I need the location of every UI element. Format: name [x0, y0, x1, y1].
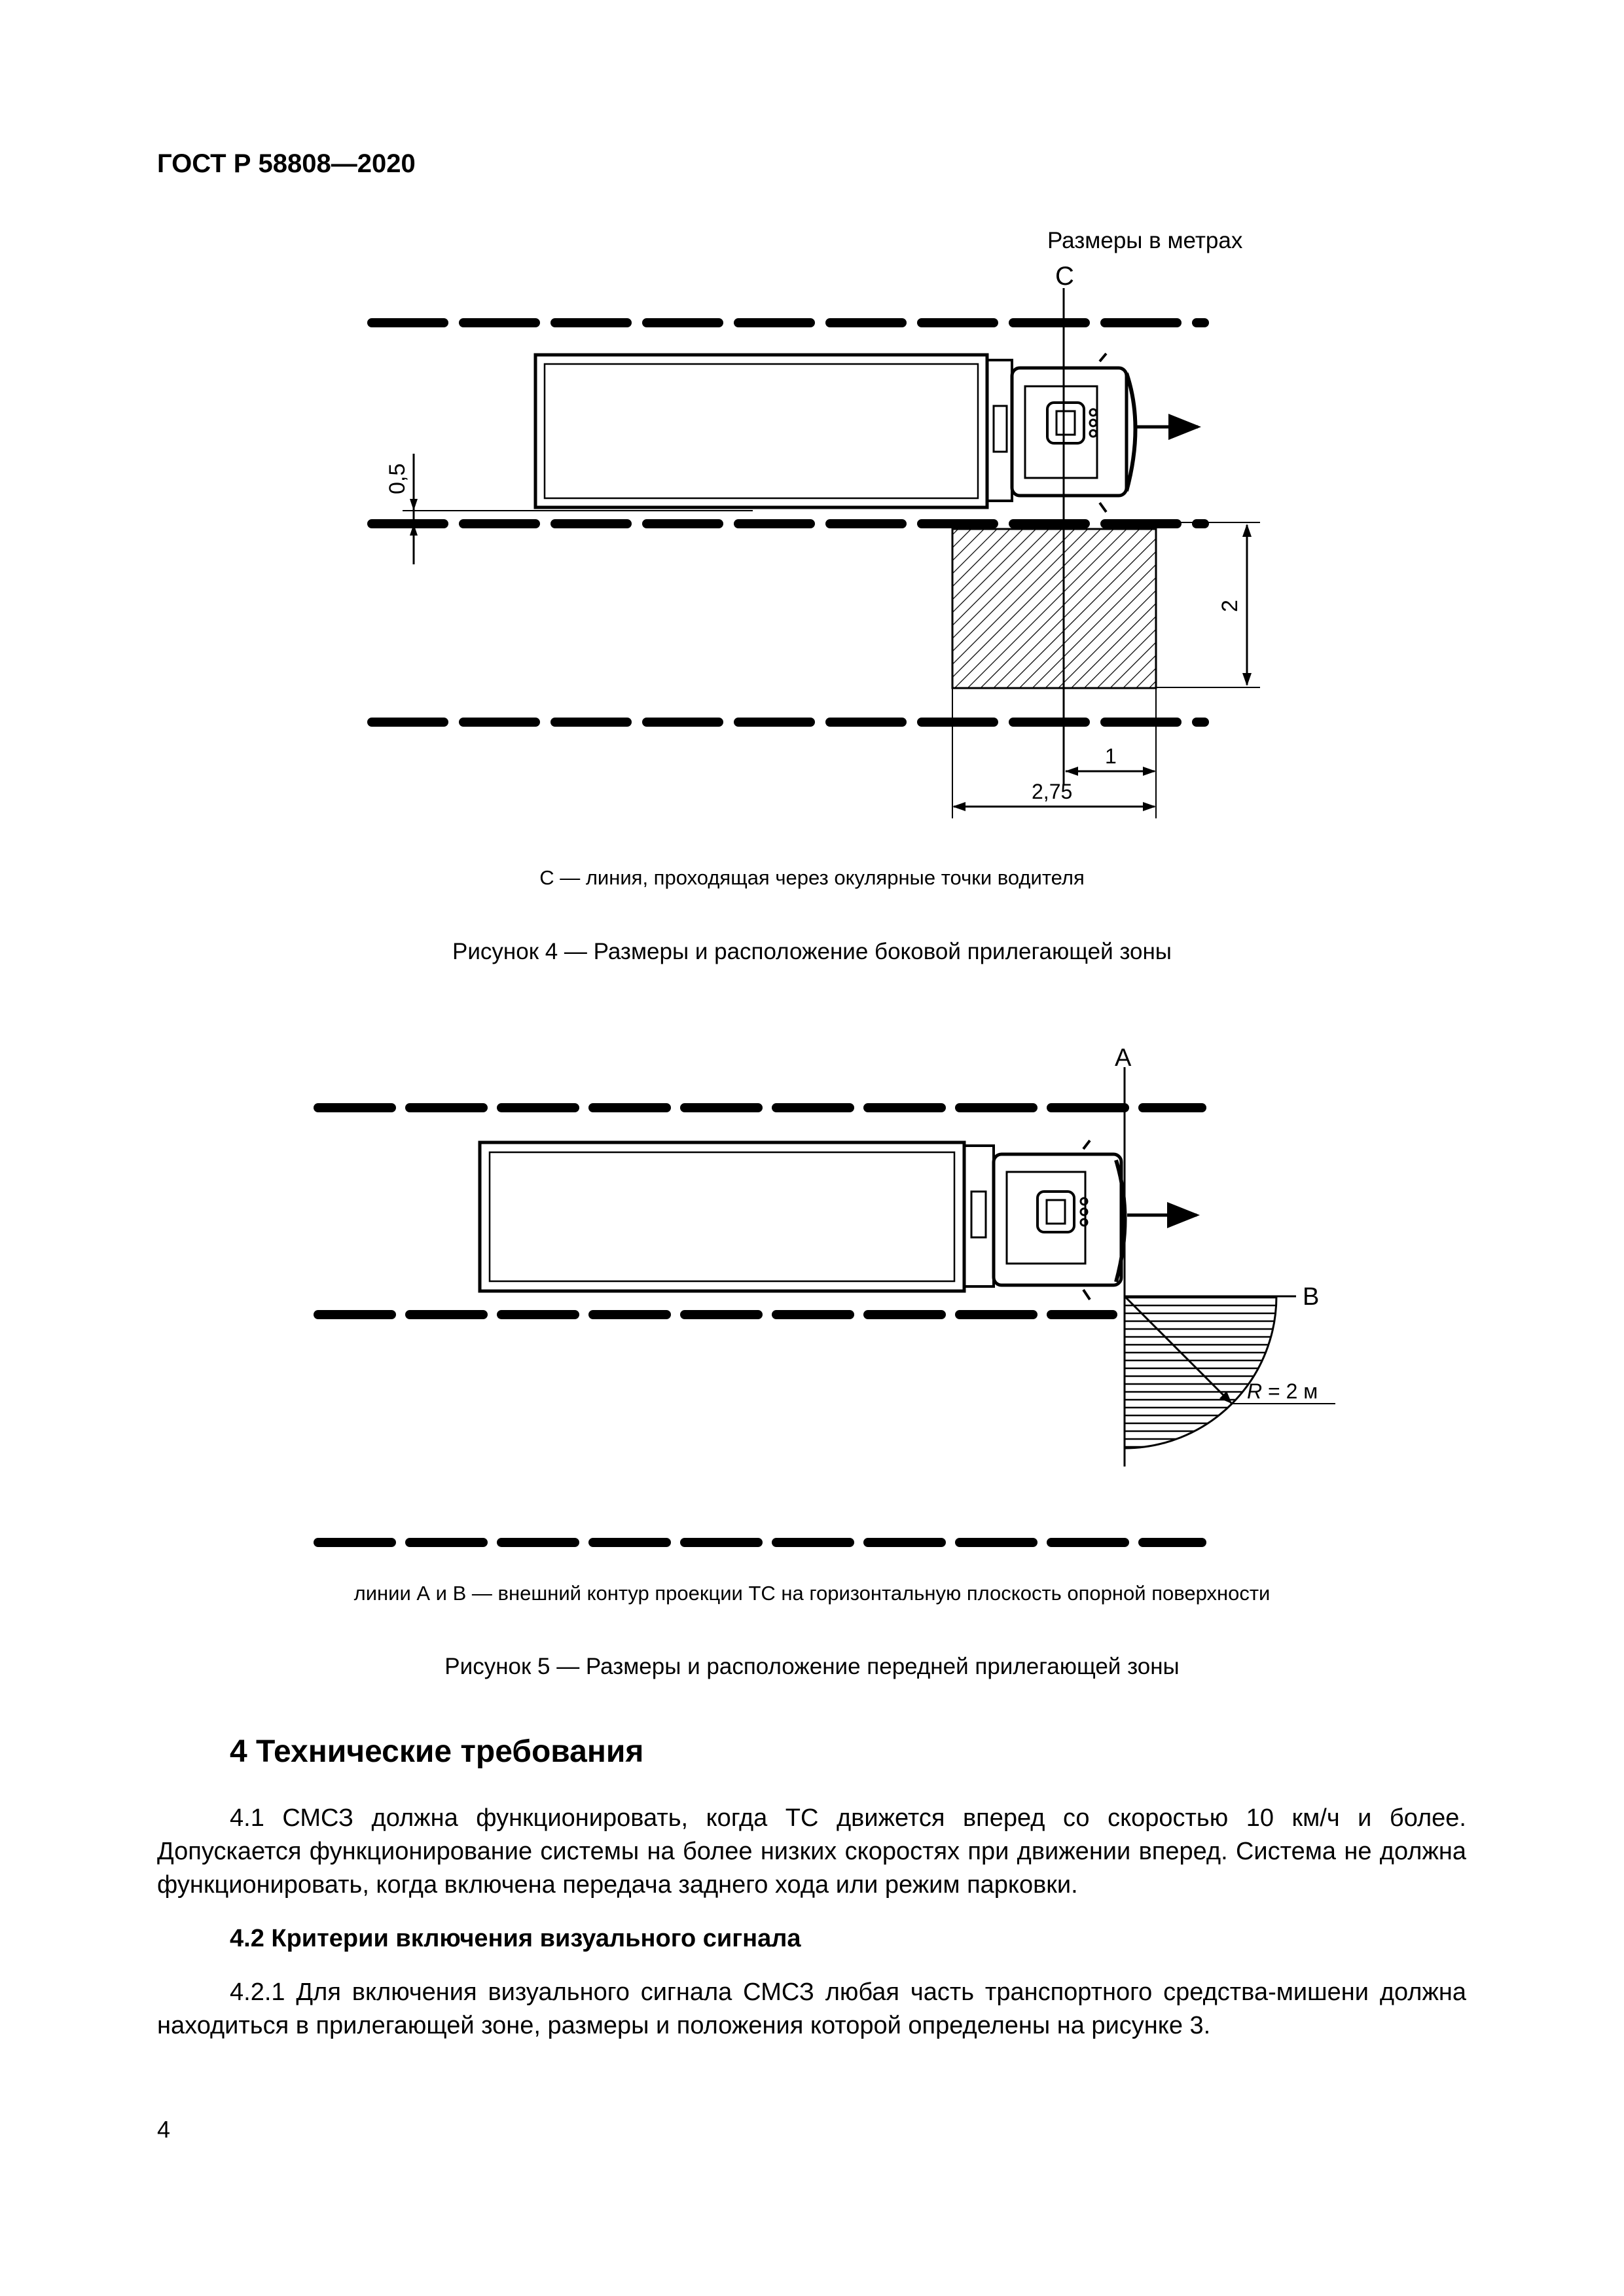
line-a-label: А — [1115, 1044, 1132, 1072]
dimension-2-label: 2 — [1218, 600, 1242, 612]
dimension-1-label: 1 — [1105, 744, 1117, 768]
page-number: 4 — [157, 2116, 171, 2143]
document-header: ГОСТ Р 58808—2020 — [157, 149, 416, 178]
dimension-1 — [1065, 689, 1156, 818]
subsection-heading-4-2: 4.2 Критерии включения визуального сигнала — [230, 1925, 801, 1952]
dimension-2-75 — [952, 689, 1156, 818]
radius-label — [1247, 1379, 1318, 1403]
units-note: Размеры в метрах — [1047, 228, 1243, 253]
dimension-2-75-label: 2,75 — [1032, 780, 1073, 803]
dimension-2 — [1156, 522, 1260, 687]
figure-4 — [0, 255, 1624, 845]
figure-5-drawing — [0, 1034, 1624, 1571]
figure-5 — [0, 1034, 1624, 1571]
figure-4-caption: Рисунок 4 — Размеры и расположение боковой прилегающей зоны — [452, 939, 1172, 964]
radius-value: = 2 м — [1262, 1379, 1318, 1403]
line-c-label: С — [1055, 262, 1074, 291]
line-b-label: В — [1303, 1283, 1320, 1311]
section-heading: 4 Технические требования — [230, 1734, 644, 1769]
paragraph-4-1: 4.1 СМСЗ должна функционировать, когда ТС движется вперед со скоростью 10 км/ч и более. Допускается функционирование системы на более низких скоростях при движении вперед. Система не должна функционировать, когда включена передача заднего хода или режим парковки. — [157, 1804, 1466, 1899]
truck-top-view — [480, 1140, 1125, 1300]
figure-5-legend: линии А и В — внешний контур проекции ТС на горизонтальную плоскость опорной поверхности — [353, 1582, 1271, 1605]
figure-5-caption: Рисунок 5 — Размеры и расположение передней прилегающей зоны — [444, 1654, 1180, 1679]
figure-4-legend: С — линия, проходящая через окулярные точки водителя — [539, 866, 1085, 889]
dimension-0-5-label: 0,5 — [385, 463, 410, 494]
radius-symbol: R — [1247, 1379, 1263, 1403]
side-adjacent-zone — [952, 529, 1156, 688]
truck-top-view — [535, 354, 1136, 512]
paragraph-4-2-1: 4.2.1 Для включения визуального сигнала СМСЗ любая часть транспортного средства-мишени должна находиться в прилегающей зоне, размеры и положения которой определены на рисунке 3. — [157, 1978, 1466, 2039]
figure-4-drawing — [0, 255, 1624, 845]
